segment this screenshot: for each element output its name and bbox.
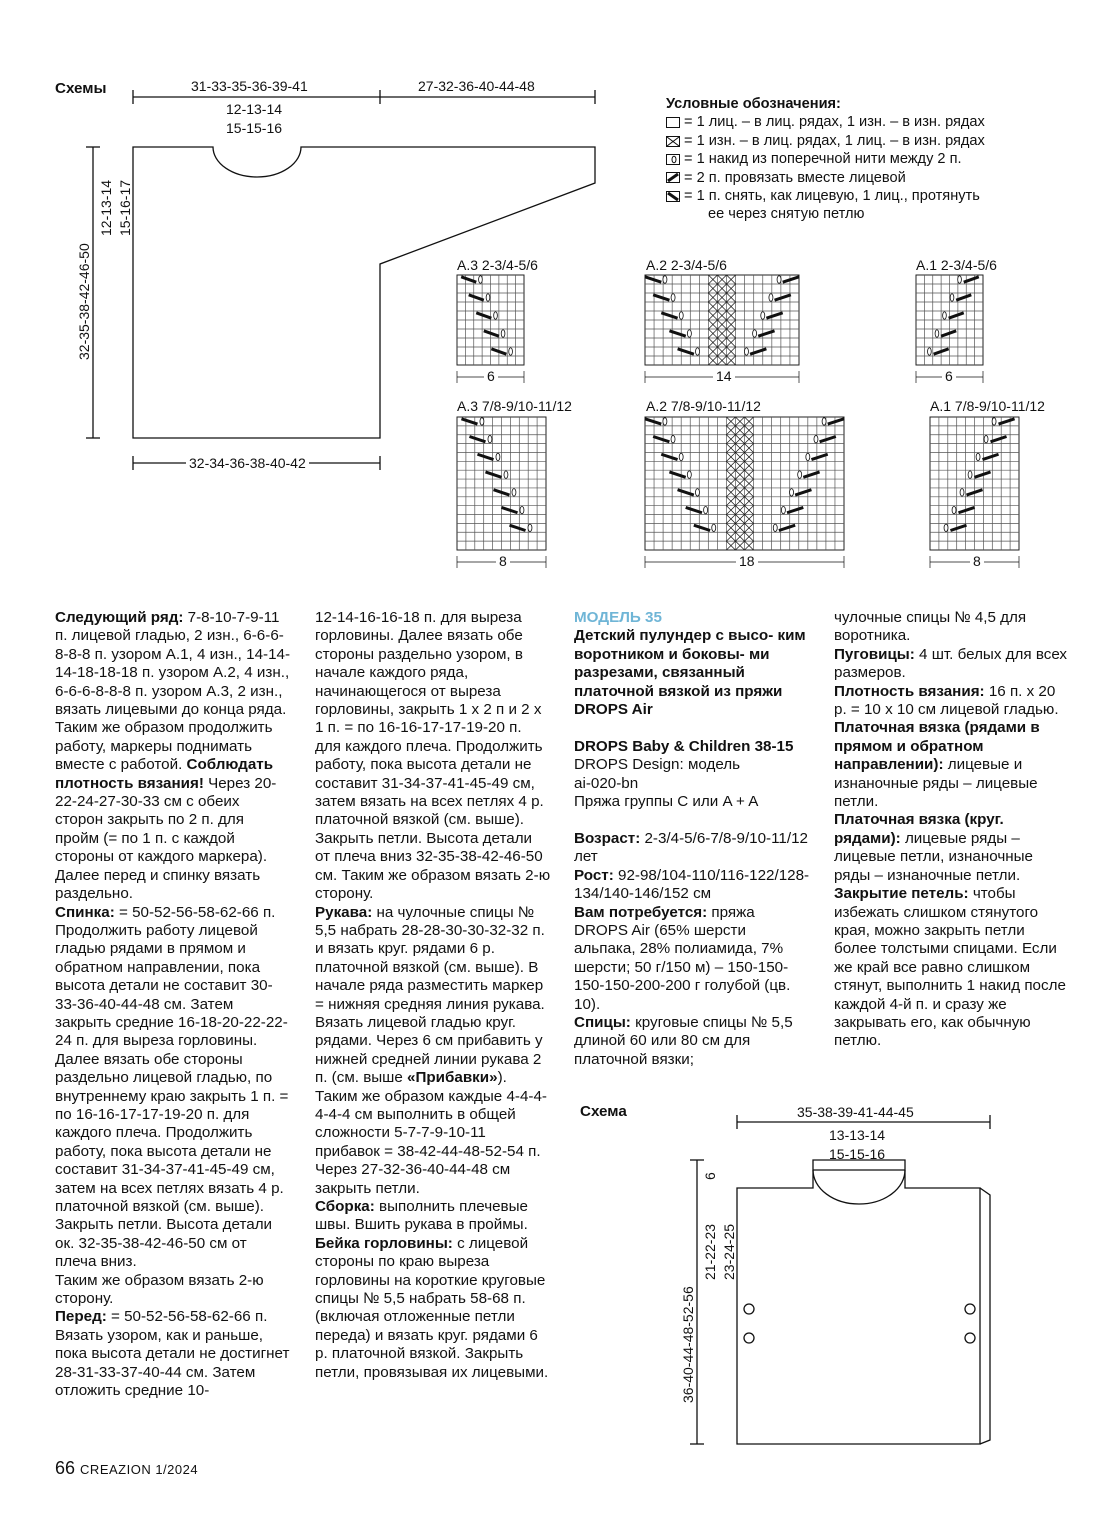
total-width: 35-38-39-41-44-45 [797,1104,914,1120]
model-code: ai-020-bn [574,774,639,792]
yarn-over-icon [666,154,680,165]
text-column-4: чулочные спицы № 4,5 для воротника. Пуговицы: 4 шт. белых для всех размеров. Плотность вязания: 16 п. х 20 р. = 10 х 10 см лицевой гладью. Платочная вязка (рядами в прямом и обратном направлении): лицевые и изнаночные ряды – лицевые петли. Платочная вязка (круг. рядами): лицевые ряды – лицевые петли, изнаночные ряды – изнаночные петли. Закрытие петель: чтобы избежать слишком стянутого края, можно закрыть петли более толстыми спицами. Если же край все равно слишком стянут, выполнить 1 накид после каждой 4-й п. и сразу же закрывать его, как обычную петлю. [834,609,1068,1050]
body-width-top: 31-33-35-36-39-41 [188,78,311,94]
chart-label: A.2 2-3/4-5/6 [646,257,727,273]
chart-grid [457,417,546,568]
sleeve-length: 27-32-36-40-44-48 [415,78,538,94]
total-length: 36-40-44-48-52-56 [680,1286,696,1403]
body-width-bottom: 32-34-36-38-40-42 [186,455,309,471]
chart-grid [457,275,524,383]
slit-2: 23-24-25 [721,1223,737,1280]
bottom-schema-title: Схема [580,1103,627,1120]
cross-square-icon [666,136,680,147]
page-number: 66 [55,1458,76,1478]
legend-title: Условные обозначения: [666,96,841,112]
pattern-name: DROPS Baby & Children 38-15 [574,737,794,755]
legend-item: = 1 изн. – в лиц. рядах, 1 лиц. – в изн. рядах [666,132,985,150]
text-column-3: МОДЕЛЬ 35 Детский пулундер с высо- ким воротником и боковы- ми разрезами, связанный платочной вязкой из пряжи DROPS Air DROPS Baby & Children 38-15 DROPS Design: модель ai-020-bn Пряжа группы C или A + A Возраст: 2-3/4-5/6-7/8-9/10-11/12 лет Рост: 92-98/104-110/116-122/128-134/140-146/152 см Вам потребуется: пряжа DROPS Air (65% шерсти альпака, 28% полиамида, 7% шерсти; 50 г/150 м) – 150-150-150-150-200-200 г голубой (цв. 10). Спицы: круговые спицы № 5,5 длиной 60 или 80 см для платочной вязки; [574,609,810,1068]
armhole-1: 12-13-14 [98,179,114,236]
model-number: МОДЕЛЬ 35 [574,609,662,626]
yarn-group: Пряжа группы C или A + A [574,793,759,811]
text-column-2: 12-14-16-16-18 п. для выреза горловины. Далее вязать обе стороны раздельно узором, в начале каждого ряда, начинающегося от выреза горловины, закрыть 1 х 2 п и 2 х 1 п. = по 16-16-17-17-19-20 п. для каждого плеча. Продолжить работу, пока высота детали не составит 31-34-37-41-45-49 см, затем вязать на всех петлях 4 р. платочной вязкой (см. выше). Закрыть петли. Высота детали от плеча вниз 32-35-38-42-46-50 см. Таким же образом вязать 2-ю сторону. Рукава: на чулочные спицы № 5,5 набрать 28-28-30-30-32-32 п. и вязать круг. рядами 6 р. платочной вязкой (см. выше). В начале ряда разместить маркер = нижняя средняя линия рукава. Вязать лицевой гладью круг. рядами. Через 6 см прибавить у нижней средней линии рукава 2 п. (см. выше «Прибавки»). Таким же образом каждые 4-4-4-4-4-4 см выполнить в общей сложности 5-7-7-9-10-11 прибавок = 38-42-44-48-52-54 п. Через 27-32-36-40-44-48 см закрыть петли. Сборка: выполнить плечевые швы. Вшить рукава в проймы. Бейка горловины: с лицевой стороны по краю выреза горловины на короткие круговые спицы № 5,5 набрать 58-68 п. (включая отложенные петли переда) и вязать круг. рядами 6 р. платочной вязкой. Закрыть петли, провязывая их лицевыми. [315,609,551,1381]
chart-width: 8 [970,553,984,569]
neck-width-1: 12-13-14 [226,101,283,117]
legend-item: = 1 лиц. – в лиц. рядах, 1 изн. – в изн. рядах [666,113,985,131]
chart-width: 8 [496,553,510,569]
chart-width: 6 [942,368,956,384]
chart-label: A.2 7/8-9/10-11/12 [646,398,761,414]
chart-width: 14 [713,368,735,384]
ssk-icon [666,191,680,202]
text-column-1: Следующий ряд: 7-8-10-7-9-11 п. лицевой гладью, 2 изн., 6-6-6-8-8-8 п. узором A.1, 4 изн., 14-14-14-18-18-18 п. узором A.2, 4 изн., 6-6-6-8-8-8 п. узором A.3, 2 изн., вязать лицевыми до конца ряда. Таким же образом продолжить работу, маркеры поднимать вместе с работой. Соблюдать плотность вязания! Через 20-22-24-27-30-33 см с обеих сторон закрыть по 2 п. для пройм (= по 1 п. с каждой стороны от каждого маркера). Далее перед и спинку вязать раздельно. Спинка: = 50-52-56-58-62-66 п. Продолжить работу лицевой гладью рядами в прямом и обратном направлении, пока высота детали не составит 30-33-36-40-44-48 см. Затем закрыть средние 16-18-20-22-22-24 п. для выреза горловины. Далее вязать обе стороны раздельно лицевой гладью, по внутреннему краю закрыть 1 п. = по 16-16-17-17-19-20 п. для каждого плеча. Продолжить работу, пока высота детали не составит 31-34-37-41-45-49 см, затем на всех петлях вязать 4 р. платочной вязкой (см. выше). Закрыть петли. Высота детали ок. 32-35-38-42-46-50 см от плеча вниз. Таким же образом вязать 2-ю сторону. Перед: = 50-52-56-58-62-66 п. Вязать узором, как и раньше, пока высота детали не достигнет 28-31-33-37-40-44 см. Затем отложить средние 10- [55,609,291,1400]
neck-width-1: 13-13-14 [829,1127,886,1143]
footer [55,1458,198,1479]
legend-item-cont: ее через снятую петлю [708,206,865,223]
model-title: Детский пулундер с высо- ким воротником и боковы- ми разрезами, связанный платочной вязкой из пряжи DROPS Air [574,627,806,719]
magazine-name: CREAZION 1/2024 [80,1462,199,1477]
chart-label: A.3 2-3/4-5/6 [457,257,538,273]
chart-label: A.1 7/8-9/10-11/12 [930,398,1045,414]
chart-grid [916,275,983,383]
empty-square-icon [666,117,680,128]
legend-item: = 2 п. провязать вместе лицевой [666,169,985,187]
chart-grid [645,275,799,383]
chart-grid [930,417,1019,568]
neck-width-2: 15-15-16 [829,1146,886,1162]
chart-label: A.1 2-3/4-5/6 [916,257,997,273]
chart-width: 18 [736,553,758,569]
legend-item: = 1 п. снять, как лицевую, 1 лиц., протянуть [666,187,985,205]
k2tog-icon [666,172,680,183]
legend-item: = 1 накид из поперечной нити между 2 п. [666,150,985,168]
neck-width-2: 15-15-16 [226,120,283,136]
collar-height: 6 [702,1172,718,1180]
slit-1: 21-22-23 [702,1223,718,1280]
body-length: 32-35-38-42-46-50 [76,243,92,360]
schema-title: Схемы [55,80,107,97]
chart-label: A.3 7/8-9/10-11/12 [457,398,572,414]
armhole-2: 15-16-17 [117,179,133,236]
chart-grid [645,417,844,568]
design-line: DROPS Design: модель [574,756,741,774]
knitting-charts [457,275,1019,568]
chart-width: 6 [484,368,498,384]
legend [666,95,985,224]
